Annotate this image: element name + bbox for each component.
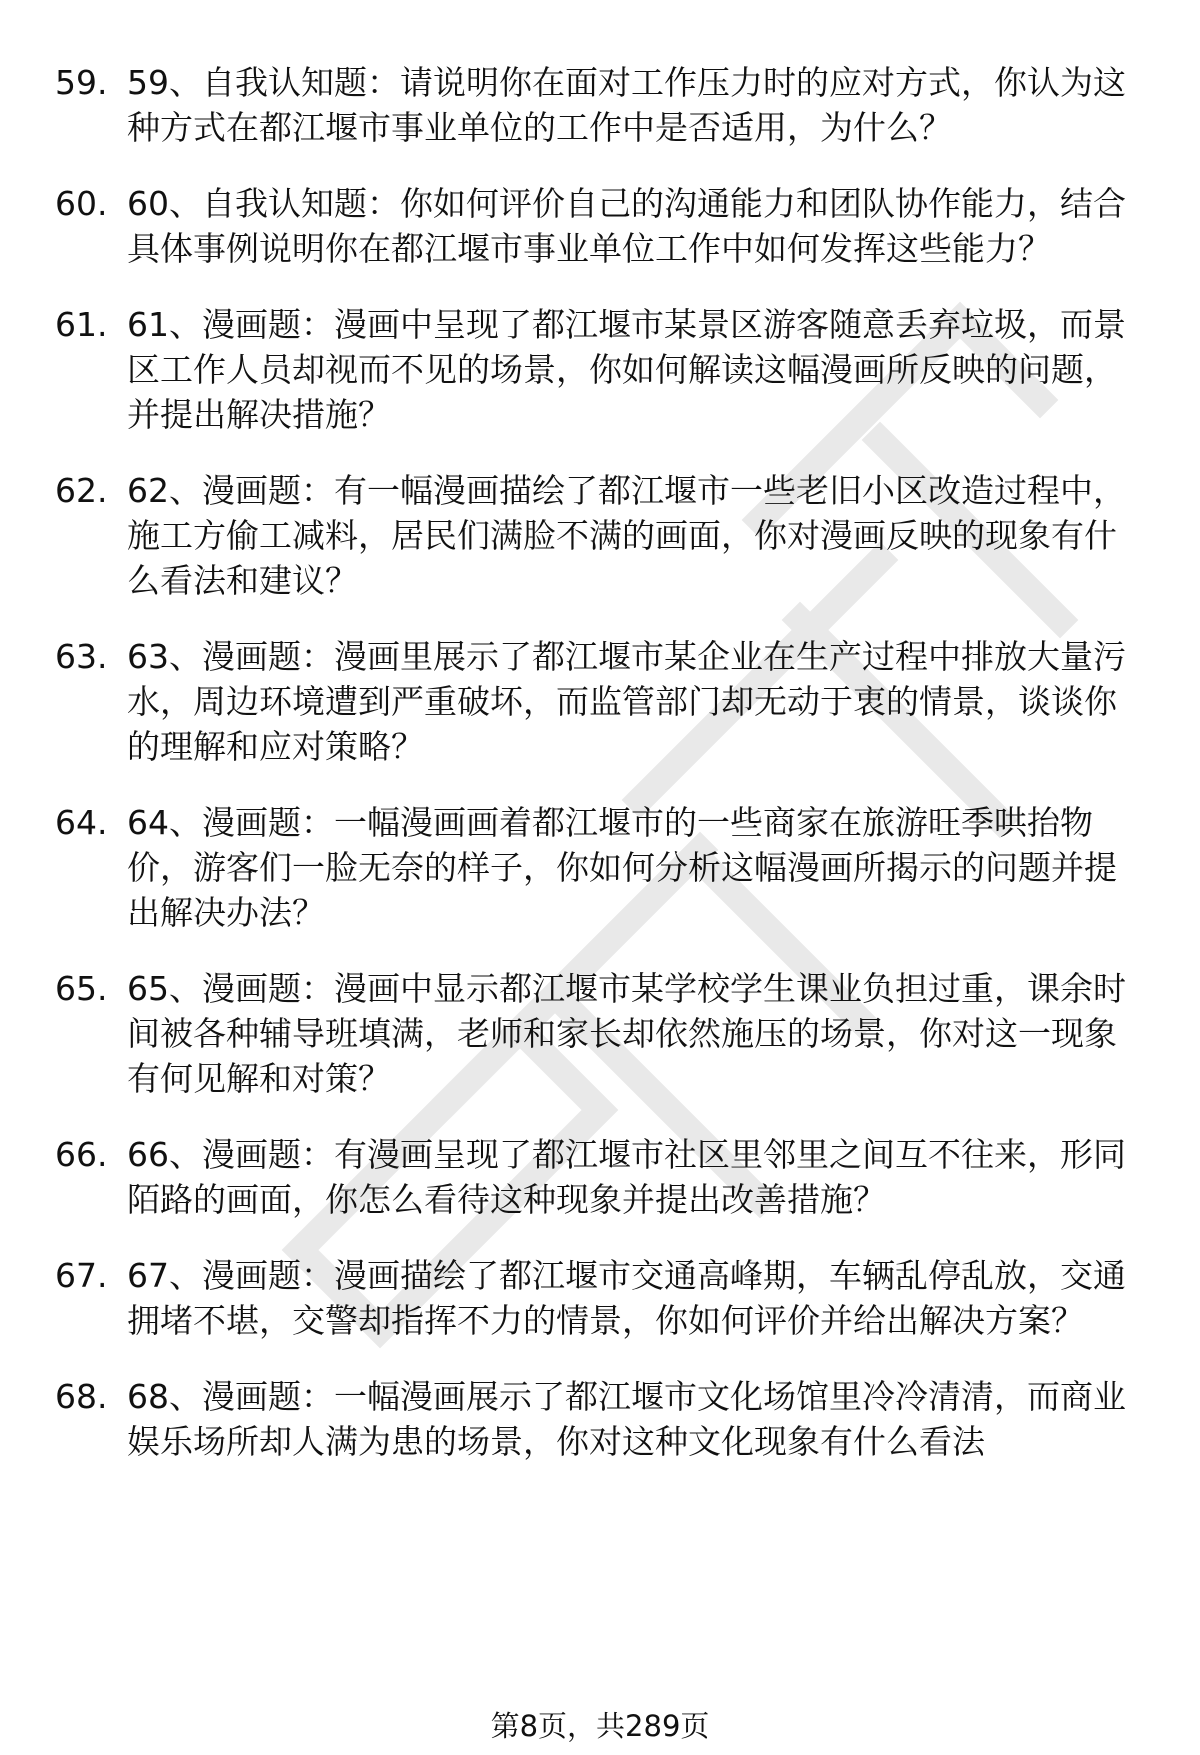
question-item — [55, 634, 1145, 769]
question-item — [55, 1132, 1145, 1222]
question-number: 60. — [55, 184, 108, 223]
question-text: 68、漫画题：一幅漫画展示了都江堰市文化场馆里冷冷清清，而商业娱乐场所却人满为患的场景，你对这种文化现象有什么看法 — [127, 1377, 1126, 1461]
question-item — [55, 60, 1145, 150]
question-number: 64. — [55, 803, 108, 842]
question-text: 62、漫画题：有一幅漫画描绘了都江堰市一些老旧小区改造过程中，施工方偷工减料，居民们满脸不满的画面，你对漫画反映的现象有什么看法和建议？ — [127, 471, 1126, 600]
question-text: 61、漫画题：漫画中呈现了都江堰市某景区游客随意丢弃垃圾，而景区工作人员却视而不见的场景，你如何解读这幅漫画所反映的问题，并提出解决措施？ — [127, 305, 1126, 434]
question-text: 67、漫画题：漫画描绘了都江堰市交通高峰期，车辆乱停乱放，交通拥堵不堪，交警却指挥不力的情景，你如何评价并给出解决方案？ — [127, 1256, 1126, 1340]
question-number: 65. — [55, 969, 108, 1008]
page-footer: 第8页，共289页 — [490, 1709, 710, 1743]
question-item — [55, 1374, 1145, 1464]
question-number: 66. — [55, 1135, 108, 1174]
question-text: 64、漫画题：一幅漫画画着都江堰市的一些商家在旅游旺季哄抬物价，游客们一脸无奈的样子，你如何分析这幅漫画所揭示的问题并提出解决办法？ — [127, 803, 1117, 932]
question-item — [55, 181, 1145, 271]
question-item — [55, 800, 1145, 935]
question-item — [55, 302, 1145, 437]
question-number: 63. — [55, 637, 108, 676]
question-item — [55, 966, 1145, 1101]
question-text: 65、漫画题：漫画中显示都江堰市某学校学生课业负担过重，课余时间被各种辅导班填满，老师和家长却依然施压的场景，你对这一现象有何见解和对策？ — [127, 969, 1126, 1098]
question-number: 67. — [55, 1256, 108, 1295]
question-text: 60、自我认知题：你如何评价自己的沟通能力和团队协作能力，结合具体事例说明你在都江堰市事业单位工作中如何发挥这些能力？ — [127, 184, 1126, 268]
question-number: 59. — [55, 63, 108, 102]
question-text: 66、漫画题：有漫画呈现了都江堰市社区里邻里之间互不往来，形同陌路的画面，你怎么看待这种现象并提出改善措施？ — [127, 1135, 1126, 1219]
question-item — [55, 1253, 1145, 1343]
question-number: 62. — [55, 471, 108, 510]
question-list — [55, 60, 1145, 1495]
question-item — [55, 468, 1145, 603]
question-number: 68. — [55, 1377, 108, 1416]
question-text: 59、自我认知题：请说明你在面对工作压力时的应对方式，你认为这种方式在都江堰市事业单位的工作中是否适用，为什么？ — [127, 63, 1126, 147]
question-text: 63、漫画题：漫画里展示了都江堰市某企业在生产过程中排放大量污水，周边环境遭到严重破坏，而监管部门却无动于衷的情景，谈谈你的理解和应对策略？ — [127, 637, 1126, 766]
question-number: 61. — [55, 305, 108, 344]
